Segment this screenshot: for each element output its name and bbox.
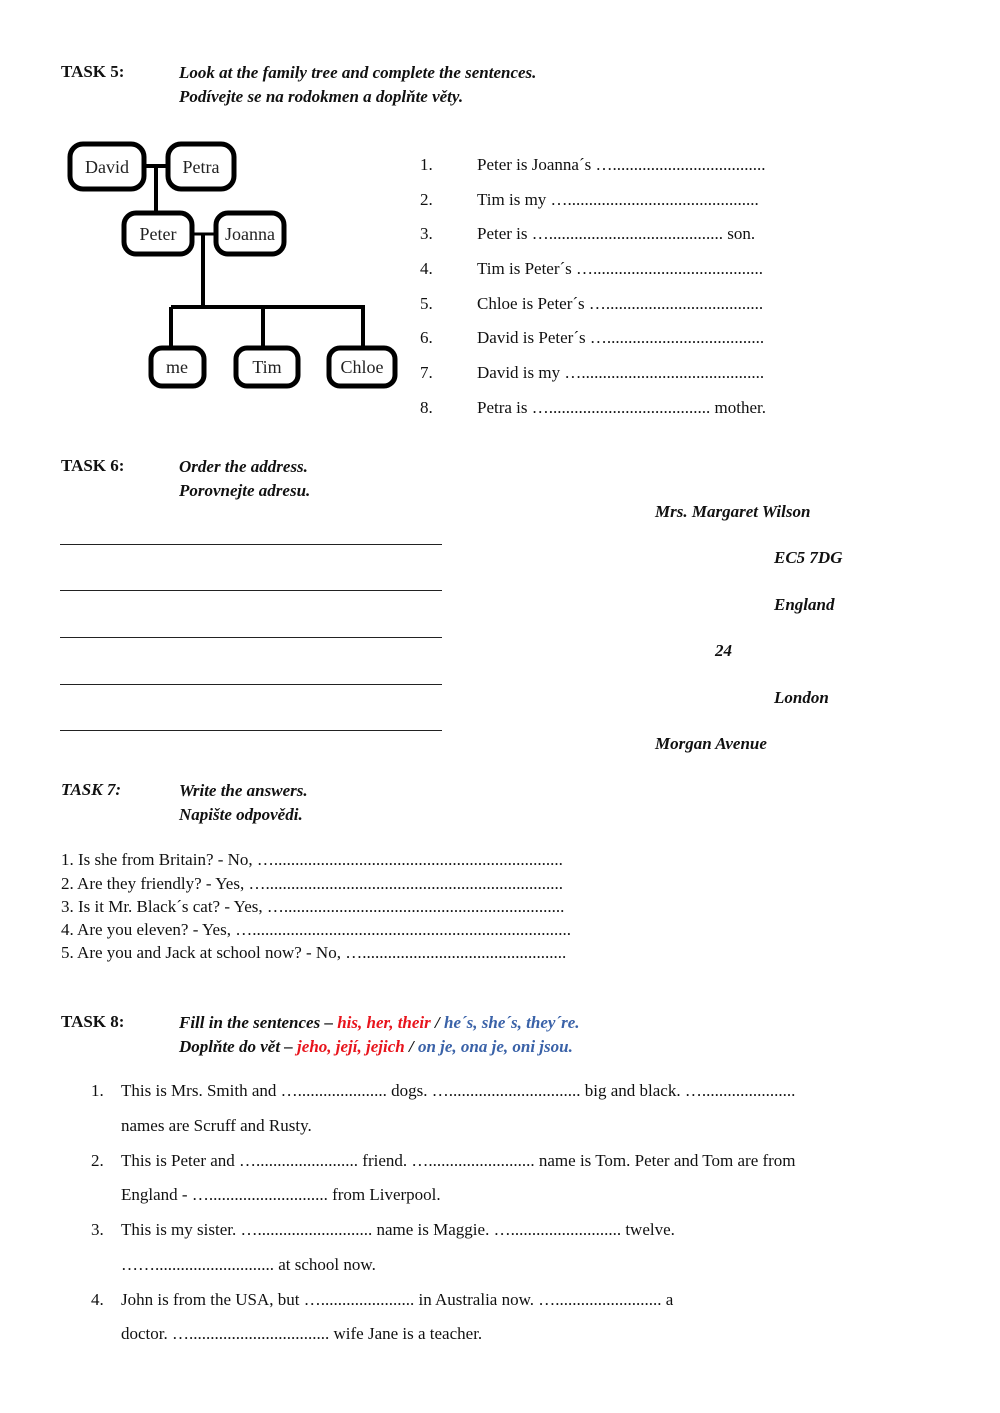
- task5-label: TASK 5:: [61, 62, 125, 81]
- task7-question: 3. Is it Mr. Black´s cat? - Yes, …..................................................................: [61, 897, 565, 916]
- task5-instruction-cz: Podívejte se na rodokmen a doplňte věty.: [179, 87, 464, 106]
- task5-instruction-en: Look at the family tree and complete the sentences.: [179, 63, 537, 82]
- task8-verbs-blue: he´s, she´s, they´re.: [444, 1013, 580, 1032]
- address-item: Mrs. Margaret Wilson: [655, 502, 811, 521]
- tree-node-tim: Tim: [252, 357, 282, 377]
- task7-label: TASK 7:: [61, 780, 121, 799]
- task8-pronouns-red-cz: jeho, její, jejich: [297, 1037, 405, 1056]
- tree-node-joanna: Joanna: [225, 224, 275, 244]
- task8-item-line1: This is my sister. …........................... name is Maggie. ….......................... twelve.: [121, 1220, 675, 1239]
- task8-item-number: 4.: [91, 1290, 104, 1309]
- task5-sentence-text: David is my …...........................................: [477, 363, 765, 382]
- task6-label: TASK 6:: [61, 456, 125, 475]
- task6-instruction-cz: Porovnejte adresu.: [179, 481, 311, 500]
- task5-instructions: [179, 61, 536, 109]
- task5-sentence-text: David is Peter´s ….....................................: [477, 328, 765, 347]
- task8-item-number: 1.: [91, 1081, 104, 1100]
- task7-question: 1. Is she from Britain? - No, …....................................................................: [61, 850, 563, 869]
- task8-item-line2: names are Scruff and Rusty.: [121, 1116, 312, 1135]
- task7-question: 4. Are you eleven? - Yes, …...........................................................................: [61, 920, 571, 939]
- task5-sentence-text: Tim is Peter´s …........................................: [477, 259, 764, 278]
- task8-item-line1: This is Peter and …........................ friend. …......................... name is Tom. Peter and Tom are from: [121, 1151, 796, 1170]
- task8-instructions: [179, 1011, 580, 1059]
- task7-question: 2. Are they friendly? - Yes, …......................................................................: [61, 874, 563, 893]
- tree-node-peter: Peter: [139, 224, 177, 244]
- task8-item-line2: ……............................ at school now.: [121, 1255, 376, 1274]
- address-item: London: [774, 688, 829, 707]
- task8-item-number: 2.: [91, 1151, 104, 1170]
- address-item: England: [774, 595, 835, 614]
- task8-label: TASK 8:: [61, 1012, 125, 1031]
- task5-sentence-text: Peter is Joanna´s …....................................: [477, 155, 766, 174]
- task8-item-line2: England - …............................ from Liverpool.: [121, 1185, 441, 1204]
- tree-node-chloe: Chloe: [340, 357, 384, 377]
- address-item: Morgan Avenue: [655, 734, 767, 753]
- task5-sentence-text: Tim is my ….............................................: [477, 190, 759, 209]
- address-answer-line[interactable]: [60, 637, 442, 638]
- address-answer-line[interactable]: [60, 730, 442, 731]
- task7-instruction-cz: Napište odpovědi.: [179, 805, 303, 824]
- tree-node-petra: Petra: [182, 157, 220, 177]
- address-answer-line[interactable]: [60, 684, 442, 685]
- task8-verbs-blue-cz: on je, ona je, oni jsou.: [417, 1037, 573, 1056]
- task8-instruction-en: Fill in the sentences – his, her, their / he´s, she´s, they´re.: [179, 1013, 580, 1032]
- address-item: EC5 7DG: [774, 548, 843, 567]
- task8-item-line2: doctor. …................................. wife Jane is a teacher.: [121, 1324, 483, 1343]
- task8-item-line1: John is from the USA, but …...................... in Australia now. …......................... a: [121, 1290, 674, 1309]
- address-answer-line[interactable]: [60, 590, 442, 591]
- task8-instruction-cz: Doplňte do vět – jeho, její, jejich / on je, ona je, oni jsou.: [179, 1037, 573, 1056]
- family-tree-diagram: [60, 135, 405, 397]
- task8-pronouns-red: his, her, their: [337, 1013, 431, 1032]
- task6-instructions: [179, 455, 310, 503]
- task8-item-number: 3.: [91, 1220, 104, 1239]
- tree-node-david: David: [85, 157, 129, 177]
- tree-node-me: me: [166, 357, 188, 377]
- address-item: 24: [715, 641, 732, 660]
- task6-instruction-en: Order the address.: [179, 457, 308, 476]
- task7-question: 5. Are you and Jack at school now? - No, …................................................: [61, 943, 567, 962]
- task5-sentence-text: Peter is …......................................... son.: [477, 224, 756, 243]
- task7-instructions: [179, 779, 308, 827]
- task5-sentence-text: Chloe is Peter´s ….....................................: [477, 294, 764, 313]
- address-answer-line[interactable]: [60, 544, 442, 545]
- task7-instruction-en: Write the answers.: [179, 781, 308, 800]
- task5-sentence-text: Petra is …...................................... mother.: [477, 398, 766, 417]
- task8-item-line1: This is Mrs. Smith and …..................... dogs. …............................... big and black. …......................: [121, 1081, 796, 1100]
